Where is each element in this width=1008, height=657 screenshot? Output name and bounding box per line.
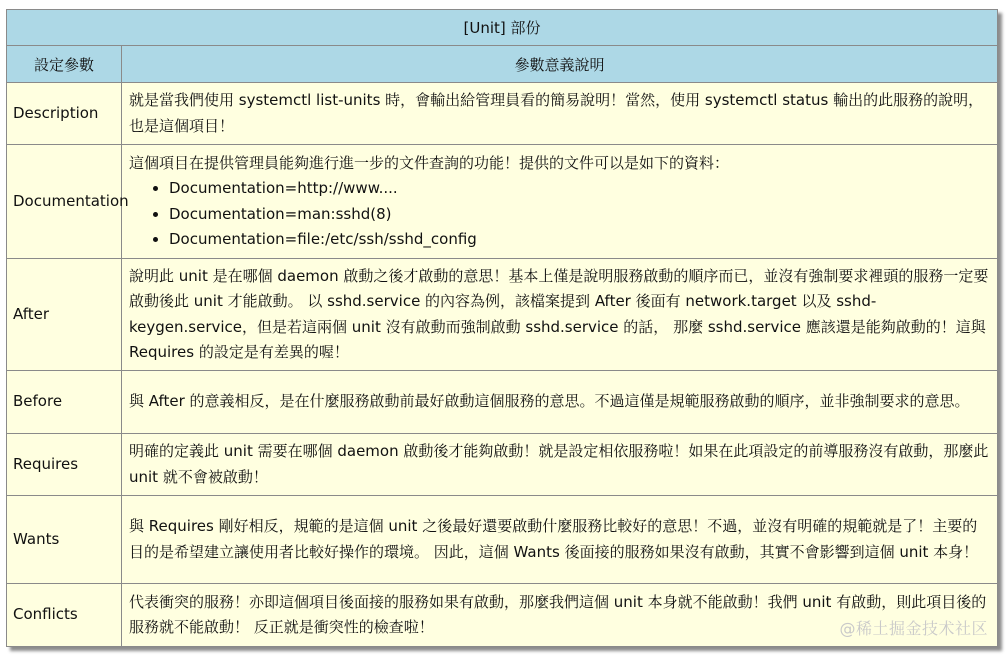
param-description: 就是當我們使用 systemctl list-units 時，會輸出給管理員看的簡易說明！當然，使用 systemctl status 輸出的此服務的說明，也是這個項目！ — [122, 83, 998, 145]
watermark: @稀土掘金技术社区 — [839, 619, 988, 638]
table-header-row — [7, 46, 998, 83]
list-item: • Documentation=http://www.... — [169, 176, 991, 202]
table-row-after — [7, 259, 998, 371]
table-row-documentation — [7, 145, 998, 259]
param-name: After — [7, 259, 122, 371]
documentation-list — [129, 176, 991, 253]
table-row-before — [7, 371, 998, 434]
param-name: Requires — [7, 434, 122, 496]
column-header-meaning: 參數意義說明 — [122, 46, 998, 83]
param-description: 與 After 的意義相反，是在什麼服務啟動前最好啟動這個服務的意思。不過這僅是規範服務啟動的順序，並非強制要求的意思。 — [122, 371, 998, 434]
param-description: 代表衝突的服務！亦即這個項目後面接的服務如果有啟動，那麼我們這個 unit 本身就不能啟動！我們 unit 有啟動，則此項目後的服務就不能啟動！ 反正就是衝突性的檢查啦！ — [122, 584, 998, 647]
unit-section-table-container — [6, 9, 998, 647]
param-description: 這個項目在提供管理員能夠進行進一步的文件查詢的功能！提供的文件可以是如下的資料： — [129, 153, 730, 172]
table-title: [Unit] 部份 — [7, 10, 998, 46]
table-row-requires — [7, 434, 998, 496]
param-description: 與 Requires 剛好相反，規範的是這個 unit 之後最好還要啟動什麼服務比較好的意思！不過，並沒有明確的規範就是了！主要的目的是希望建立讓使用者比較好操作的環境。 因此，這個 Wants 後面接的服務如果沒有啟動，其實不會影響到這個 unit 本身！ — [122, 496, 998, 584]
table-row-wants — [7, 496, 998, 584]
param-name: Documentation — [7, 145, 122, 259]
param-description: 說明此 unit 是在哪個 daemon 啟動之後才啟動的意思！基本上僅是說明服務啟動的順序而已，並沒有強制要求裡頭的服務一定要啟動後此 unit 才能啟動。 以 sshd.service 的內容為例，該檔案提到 After 後面有 network.target 以及 sshd-keygen.service，但是若這兩個 unit 沒有啟動而強制啟動 sshd.service 的話， 那麼 sshd.service 應該還是能夠啟動的！這與 Requires 的設定是有差異的喔！ — [122, 259, 998, 371]
param-description: 明確的定義此 unit 需要在哪個 daemon 啟動後才能夠啟動！就是設定相依服務啦！如果在此項設定的前導服務沒有啟動，那麼此 unit 就不會被啟動！ — [122, 434, 998, 496]
param-name: Conflicts — [7, 584, 122, 647]
table-row-description — [7, 83, 998, 145]
param-name: Before — [7, 371, 122, 434]
column-header-param: 設定參數 — [7, 46, 122, 83]
list-item: • Documentation=file:/etc/ssh/sshd_config — [169, 227, 991, 253]
param-name: Wants — [7, 496, 122, 584]
unit-section-table — [6, 9, 998, 647]
list-item: • Documentation=man:sshd(8) — [169, 202, 991, 228]
param-name: Description — [7, 83, 122, 145]
param-description-cell — [122, 145, 998, 259]
table-title-row — [7, 10, 998, 46]
